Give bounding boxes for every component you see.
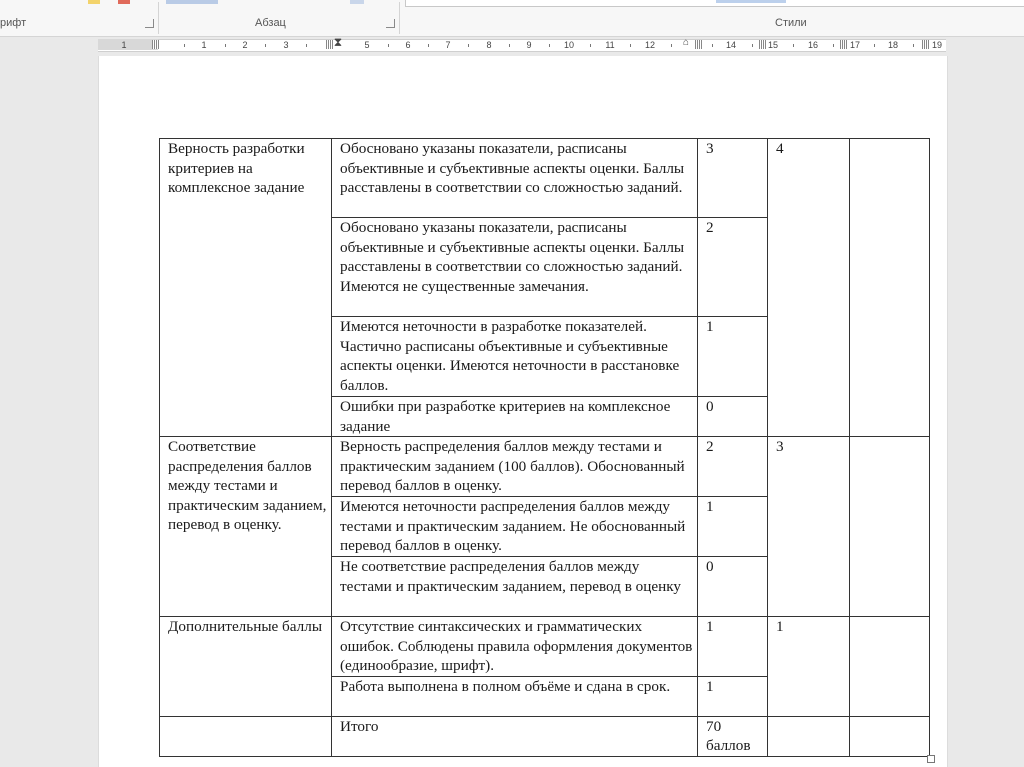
column-marker-icon[interactable] bbox=[695, 40, 702, 49]
column-marker-icon[interactable] bbox=[759, 40, 766, 49]
ruler-tick bbox=[590, 44, 591, 47]
ruler-tick bbox=[833, 44, 834, 47]
styles-gallery[interactable] bbox=[405, 0, 1024, 7]
ruler-number: 8 bbox=[486, 40, 492, 50]
ruler-number: 2 bbox=[242, 40, 248, 50]
ruler-tick bbox=[752, 44, 753, 47]
total-label-cell[interactable]: Итого bbox=[332, 716, 698, 756]
ruler-tick bbox=[265, 44, 266, 47]
ruler-tick bbox=[630, 44, 631, 47]
ruler-number: 9 bbox=[526, 40, 532, 50]
ruler-left-margin bbox=[98, 39, 158, 50]
criterion-cell[interactable]: Дополнительные баллы bbox=[160, 617, 332, 717]
ruler-number: 5 bbox=[364, 40, 370, 50]
ruler-tick bbox=[306, 44, 307, 47]
ruler-tick bbox=[913, 44, 914, 47]
score-cell[interactable]: 1 bbox=[698, 317, 768, 397]
styles-group-label: Стили bbox=[775, 17, 807, 29]
empty-cell[interactable] bbox=[768, 716, 850, 756]
ruler-number: 7 bbox=[445, 40, 451, 50]
font-color-swatch[interactable] bbox=[88, 0, 100, 4]
paragraph-dialog-launcher-icon[interactable] bbox=[386, 19, 395, 28]
ruler-number: 10 bbox=[563, 40, 575, 50]
ruler-tick bbox=[468, 44, 469, 47]
ribbon bbox=[0, 0, 1024, 37]
empty-cell[interactable] bbox=[160, 716, 332, 756]
total-value-cell[interactable]: 70 баллов bbox=[698, 716, 768, 756]
max-score-cell[interactable]: 3 bbox=[768, 437, 850, 617]
empty-cell[interactable] bbox=[850, 716, 930, 756]
font-group-label: рифт bbox=[0, 17, 27, 29]
ruler-number: 17 bbox=[849, 40, 861, 50]
ruler-number: 18 bbox=[887, 40, 899, 50]
ruler-tick bbox=[874, 44, 875, 47]
paragraph-border-swatch[interactable] bbox=[350, 0, 364, 4]
description-cell[interactable]: Отсутствие синтаксических и грамматических ошибок. Соблюдены правила оформления документов (единообразие, шрифт). bbox=[332, 617, 698, 677]
ruler-tick bbox=[428, 44, 429, 47]
ruler-number: 19 bbox=[931, 40, 943, 50]
paragraph-shading-swatch[interactable] bbox=[166, 0, 218, 4]
description-cell[interactable]: Обосновано указаны показатели, расписаны объективные и субъективные аспекты оценки. Баллы расставлены в соответствии со сложностью заданий. Имеются не существенные замечания. bbox=[332, 218, 698, 317]
column-marker-icon[interactable] bbox=[922, 40, 929, 49]
description-cell[interactable]: Работа выполнена в полном объёме и сдана в срок. bbox=[332, 676, 698, 716]
ruler-tick bbox=[671, 44, 672, 47]
horizontal-ruler[interactable] bbox=[0, 37, 1024, 53]
score-cell[interactable]: 1 bbox=[698, 497, 768, 557]
column-marker-icon[interactable] bbox=[840, 40, 847, 49]
description-cell[interactable]: Ошибки при разработке критериев на комплексное задание bbox=[332, 397, 698, 437]
highlight-color-swatch[interactable] bbox=[118, 0, 130, 4]
document-page[interactable] bbox=[98, 56, 948, 767]
style-selected-swatch[interactable] bbox=[716, 0, 786, 3]
font-dialog-launcher-icon[interactable] bbox=[145, 19, 154, 28]
ruler-number: 12 bbox=[644, 40, 656, 50]
ribbon-separator bbox=[399, 2, 400, 34]
empty-cell[interactable] bbox=[850, 617, 930, 717]
ruler-tick bbox=[712, 44, 713, 47]
ruler-tick bbox=[225, 44, 226, 47]
description-cell[interactable]: Имеются неточности распределения баллов между тестами и практическим заданием. Не обоснованный перевод баллов в оценку. bbox=[332, 497, 698, 557]
ruler-number: 14 bbox=[725, 40, 737, 50]
score-cell[interactable]: 3 bbox=[698, 139, 768, 218]
max-score-cell[interactable]: 1 bbox=[768, 617, 850, 717]
empty-cell[interactable] bbox=[850, 437, 930, 617]
ruler-number: 11 bbox=[605, 40, 615, 50]
column-marker-icon[interactable] bbox=[326, 40, 333, 49]
description-cell[interactable]: Обосновано указаны показатели, расписаны объективные и субъективные аспекты оценки. Баллы расставлены в соответствии со сложностью заданий. bbox=[332, 139, 698, 218]
empty-cell[interactable] bbox=[850, 139, 930, 437]
indent-marker-icon[interactable]: ⧗ bbox=[333, 35, 343, 49]
score-cell[interactable]: 2 bbox=[698, 437, 768, 497]
score-cell[interactable]: 2 bbox=[698, 218, 768, 317]
ruler-number: 1 bbox=[201, 40, 207, 50]
total-row bbox=[160, 716, 930, 756]
table-row bbox=[160, 139, 930, 218]
ruler-number: 3 bbox=[283, 40, 289, 50]
description-cell[interactable]: Не соответствие распределения баллов между тестами и практическим заданием, перевод в оценку bbox=[332, 557, 698, 617]
score-cell[interactable]: 1 bbox=[698, 676, 768, 716]
ruler-number: 16 bbox=[807, 40, 819, 50]
ruler-number: 15 bbox=[767, 40, 779, 50]
max-score-cell[interactable]: 4 bbox=[768, 139, 850, 437]
criterion-cell[interactable]: Верность разработки критериев на комплексное задание bbox=[160, 139, 332, 437]
ruler-tick bbox=[388, 44, 389, 47]
ruler-tick bbox=[793, 44, 794, 47]
paragraph-group-label: Абзац bbox=[255, 17, 286, 29]
criterion-cell[interactable]: Соответствие распределения баллов между тестами и практическим заданием, перевод в оценку. bbox=[160, 437, 332, 617]
ruler-number: 1 bbox=[121, 40, 127, 50]
right-indent-marker-icon[interactable]: ⌂ bbox=[682, 37, 690, 48]
table-row bbox=[160, 617, 930, 677]
ruler-tick bbox=[184, 44, 185, 47]
ruler-tick bbox=[549, 44, 550, 47]
description-cell[interactable]: Верность распределения баллов между тестами и практическим заданием (100 баллов). Обоснованный перевод баллов в оценку. bbox=[332, 437, 698, 497]
description-cell[interactable]: Имеются неточности в разработке показателей. Частично расписаны объективные и субъективные аспекты оценки. Имеются неточности в расстановке баллов. bbox=[332, 317, 698, 397]
criteria-table[interactable] bbox=[159, 138, 930, 757]
column-marker-icon[interactable] bbox=[152, 40, 159, 49]
table-resize-handle-icon[interactable] bbox=[927, 755, 935, 763]
ribbon-separator bbox=[158, 2, 159, 34]
ruler-number: 6 bbox=[405, 40, 411, 50]
ruler-tick bbox=[509, 44, 510, 47]
table-row bbox=[160, 437, 930, 497]
score-cell[interactable]: 0 bbox=[698, 557, 768, 617]
score-cell[interactable]: 0 bbox=[698, 397, 768, 437]
score-cell[interactable]: 1 bbox=[698, 617, 768, 677]
